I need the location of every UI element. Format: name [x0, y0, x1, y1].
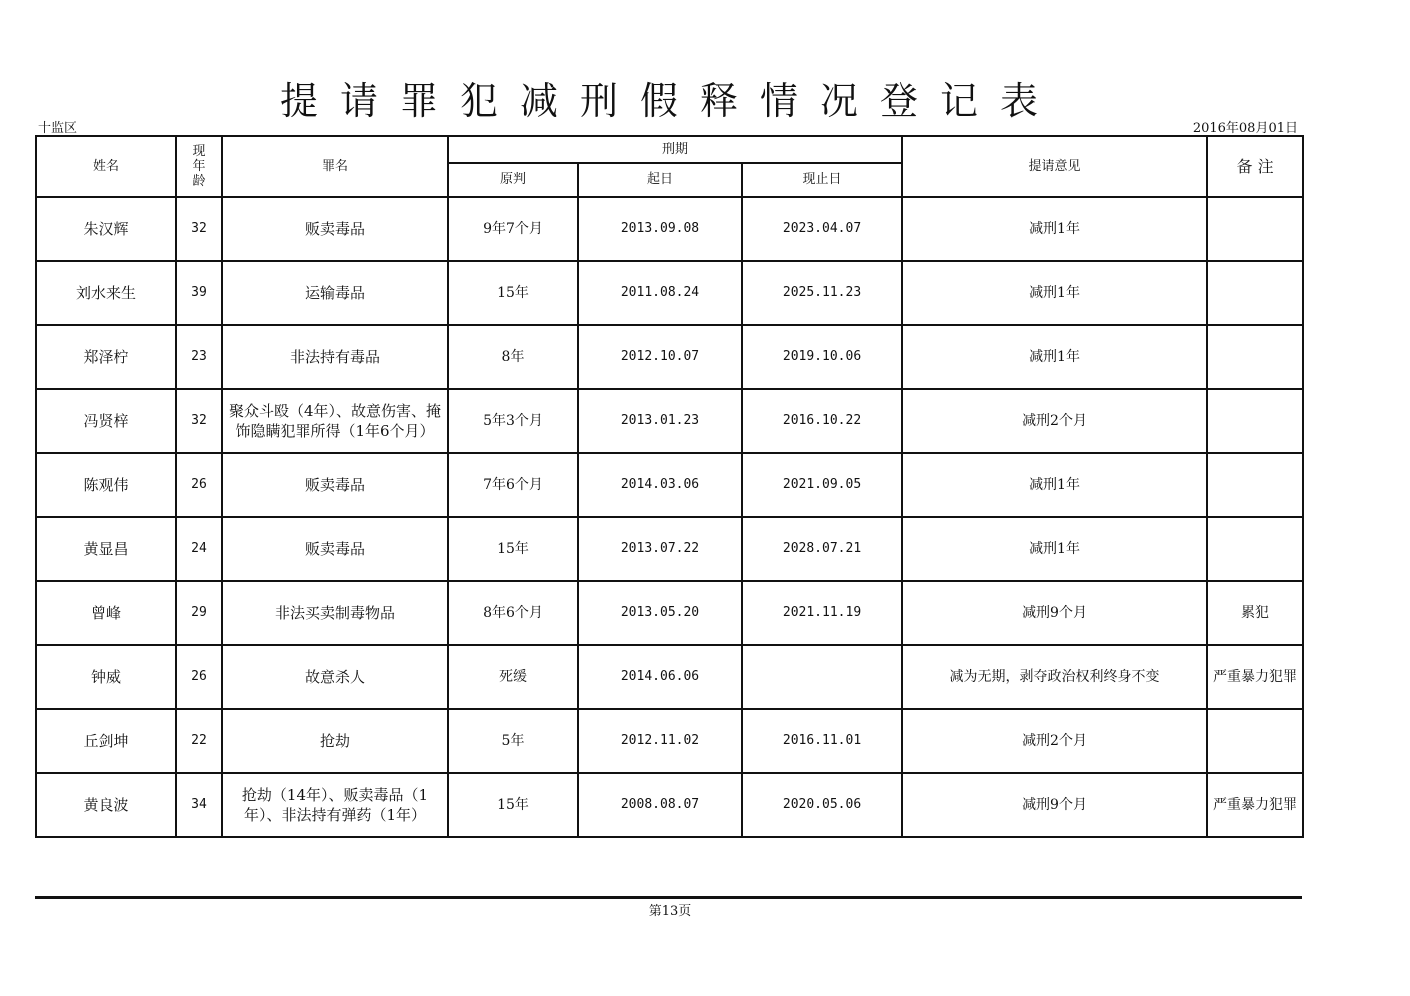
cell-original: 5年3个月 [448, 389, 578, 453]
cell-age: 39 [176, 261, 222, 325]
cell-opinion: 减刑1年 [902, 453, 1207, 517]
cell-note [1207, 453, 1303, 517]
cell-crime-text: 聚众斗殴（4年）、故意伤害、掩饰隐瞒犯罪所得（1年6个月） [228, 402, 442, 440]
cell-opinion: 减刑1年 [902, 325, 1207, 389]
cell-original: 死缓 [448, 645, 578, 709]
cell-crime: 故意杀人 [222, 645, 448, 709]
cell-end: 2023.04.07 [742, 197, 902, 261]
cell-opinion: 减刑2个月 [902, 389, 1207, 453]
cell-end: 2028.07.21 [742, 517, 902, 581]
cell-crime: 抢劫 [222, 709, 448, 773]
table-row [36, 773, 1303, 837]
cell-end [742, 645, 902, 709]
cell-note: 严重暴力犯罪 [1207, 773, 1303, 837]
cell-crime: 贩卖毒品 [222, 197, 448, 261]
cell-opinion: 减刑1年 [902, 261, 1207, 325]
cell-age: 23 [176, 325, 222, 389]
cell-opinion: 减刑2个月 [902, 709, 1207, 773]
cell-opinion: 减刑1年 [902, 197, 1207, 261]
date-label: 2016年08月01日 [1192, 121, 1298, 136]
cell-note [1207, 517, 1303, 581]
header-current-end: 现止日 [742, 163, 902, 197]
cell-start: 2013.09.08 [578, 197, 742, 261]
cell-end: 2025.11.23 [742, 261, 902, 325]
table-row [36, 453, 1303, 517]
cell-crime-text: 抢劫（14年）、贩卖毒品（1年）、非法持有弹药（1年） [241, 786, 429, 824]
cell-original: 9年7个月 [448, 197, 578, 261]
header-opinion: 提请意见 [902, 136, 1207, 197]
cell-crime [222, 773, 448, 837]
cell-start: 2014.06.06 [578, 645, 742, 709]
cell-end: 2016.11.01 [742, 709, 902, 773]
cell-crime: 运输毒品 [222, 261, 448, 325]
cell-age: 26 [176, 453, 222, 517]
table-row [36, 261, 1303, 325]
cell-name: 黄良波 [36, 773, 176, 837]
header-crime: 罪名 [222, 136, 448, 197]
cell-original: 7年6个月 [448, 453, 578, 517]
cell-name: 刘水来生 [36, 261, 176, 325]
cell-name: 郑泽柠 [36, 325, 176, 389]
cell-opinion: 减刑9个月 [902, 773, 1207, 837]
registration-table [35, 135, 1304, 838]
bottom-rule [35, 896, 1302, 899]
cell-name: 丘剑坤 [36, 709, 176, 773]
cell-name: 黄显昌 [36, 517, 176, 581]
cell-crime: 非法买卖制毒物品 [222, 581, 448, 645]
header-row-top [36, 136, 1303, 163]
table-row [36, 709, 1303, 773]
cell-start: 2013.07.22 [578, 517, 742, 581]
cell-end: 2021.11.19 [742, 581, 902, 645]
cell-note: 累犯 [1207, 581, 1303, 645]
cell-end: 2016.10.22 [742, 389, 902, 453]
header-original: 原判 [448, 163, 578, 197]
cell-name: 钟威 [36, 645, 176, 709]
cell-age: 29 [176, 581, 222, 645]
cell-opinion: 减刑9个月 [902, 581, 1207, 645]
cell-start: 2012.11.02 [578, 709, 742, 773]
cell-age: 24 [176, 517, 222, 581]
header-note: 备 注 [1207, 136, 1303, 197]
cell-opinion: 减刑1年 [902, 517, 1207, 581]
cell-start: 2013.01.23 [578, 389, 742, 453]
cell-name: 曾峰 [36, 581, 176, 645]
cell-original: 8年 [448, 325, 578, 389]
cell-original: 15年 [448, 773, 578, 837]
district-label: 十监区 [38, 121, 78, 136]
cell-note [1207, 389, 1303, 453]
cell-start: 2014.03.06 [578, 453, 742, 517]
table-row [36, 581, 1303, 645]
cell-start: 2012.10.07 [578, 325, 742, 389]
cell-start: 2011.08.24 [578, 261, 742, 325]
cell-name: 冯贤梓 [36, 389, 176, 453]
cell-end: 2020.05.06 [742, 773, 902, 837]
cell-crime [222, 389, 448, 453]
cell-note [1207, 261, 1303, 325]
cell-start: 2008.08.07 [578, 773, 742, 837]
document-title: 提请罪犯减刑假释情况登记表 [279, 79, 1060, 123]
table-row [36, 517, 1303, 581]
cell-crime: 非法持有毒品 [222, 325, 448, 389]
header-start: 起日 [578, 163, 742, 197]
cell-original: 5年 [448, 709, 578, 773]
page-number: 第13页 [648, 904, 692, 919]
cell-crime: 贩卖毒品 [222, 517, 448, 581]
table-row [36, 325, 1303, 389]
cell-age: 32 [176, 197, 222, 261]
table-row [36, 389, 1303, 453]
table-row [36, 197, 1303, 261]
header-name: 姓名 [36, 136, 176, 197]
cell-age: 32 [176, 389, 222, 453]
cell-note [1207, 197, 1303, 261]
cell-age: 34 [176, 773, 222, 837]
cell-crime: 贩卖毒品 [222, 453, 448, 517]
cell-name: 陈观伟 [36, 453, 176, 517]
header-age: 现 年 龄 [176, 136, 222, 197]
cell-note [1207, 325, 1303, 389]
cell-opinion: 减为无期，剥夺政治权利终身不变 [902, 645, 1207, 709]
cell-original: 15年 [448, 517, 578, 581]
cell-age: 26 [176, 645, 222, 709]
cell-age: 22 [176, 709, 222, 773]
cell-name: 朱汉辉 [36, 197, 176, 261]
cell-original: 15年 [448, 261, 578, 325]
header-sentence-group: 刑期 [448, 136, 902, 163]
cell-original: 8年6个月 [448, 581, 578, 645]
cell-end: 2021.09.05 [742, 453, 902, 517]
cell-note [1207, 709, 1303, 773]
table-row [36, 645, 1303, 709]
cell-note: 严重暴力犯罪 [1207, 645, 1303, 709]
cell-end: 2019.10.06 [742, 325, 902, 389]
cell-start: 2013.05.20 [578, 581, 742, 645]
